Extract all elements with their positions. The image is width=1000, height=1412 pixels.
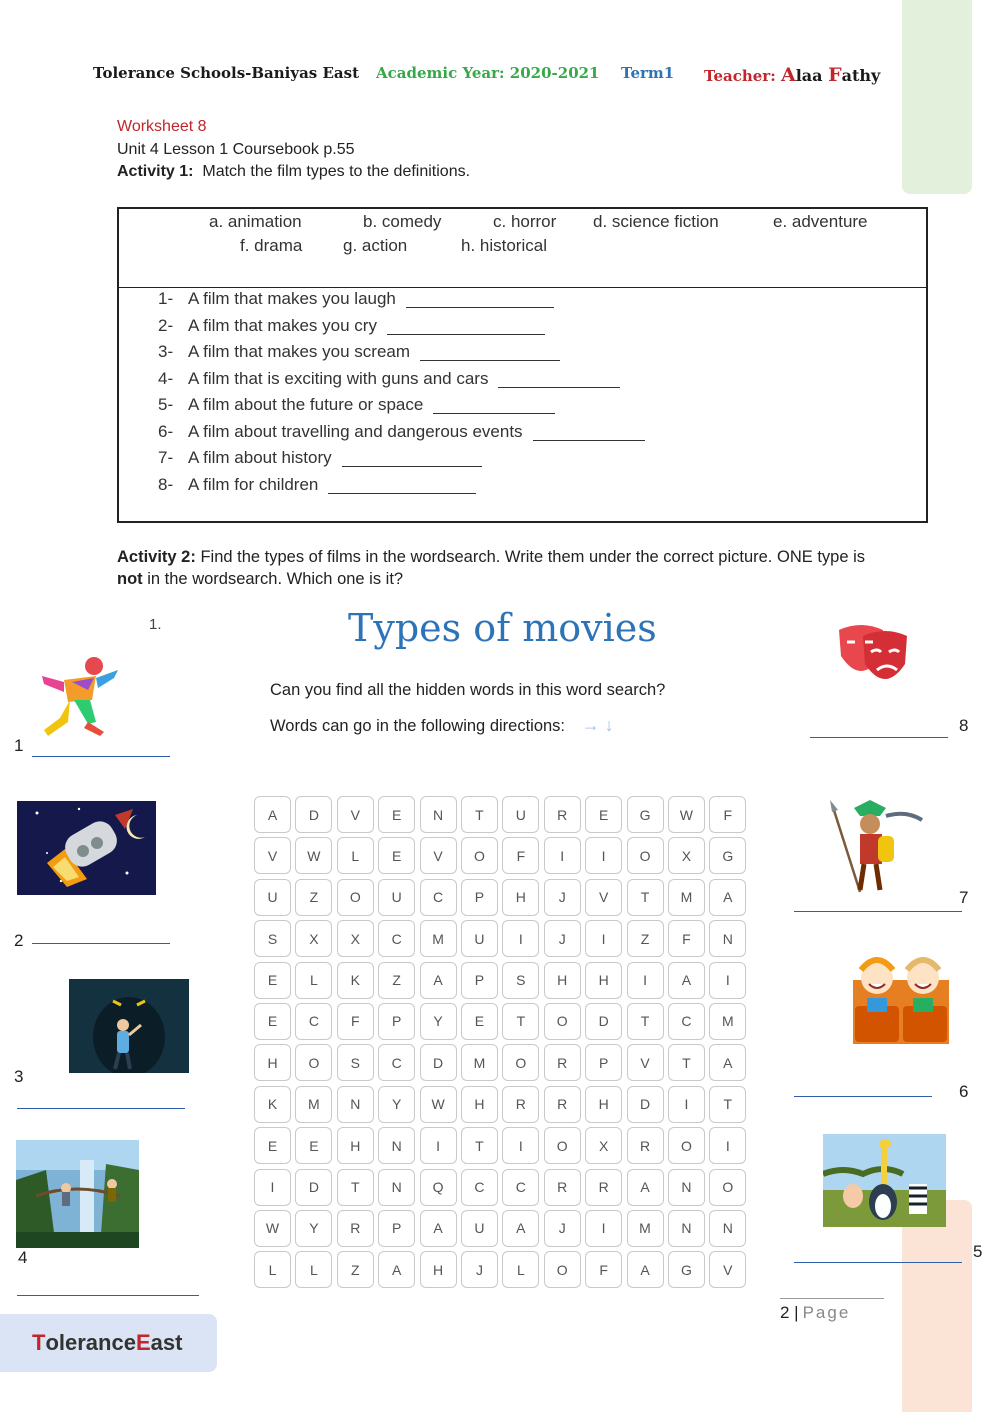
definition-item: 8- A film for children	[158, 475, 476, 495]
wordsearch-cell[interactable]: I	[709, 1127, 746, 1164]
answer-blank[interactable]	[533, 440, 645, 441]
adventure-picture	[16, 1140, 139, 1248]
wordsearch-cell[interactable]: A	[709, 1044, 746, 1081]
wordsearch-cell[interactable]: I	[254, 1169, 291, 1206]
wordsearch-cell[interactable]: L	[295, 962, 332, 999]
wordsearch-cell[interactable]: D	[420, 1044, 457, 1081]
wordsearch-cell[interactable]: V	[254, 837, 291, 874]
warrior-picture	[824, 800, 928, 896]
wordsearch-cell[interactable]: T	[627, 879, 664, 916]
wordsearch-cell[interactable]: Z	[337, 1251, 374, 1288]
direction-arrows-icon: → ↓	[581, 715, 614, 735]
answer-line-2[interactable]	[32, 943, 170, 944]
answer-blank[interactable]	[433, 413, 555, 414]
wordsearch-cell[interactable]: F	[668, 920, 705, 957]
wordsearch-cell[interactable]: R	[337, 1210, 374, 1247]
answer-blank[interactable]	[342, 466, 482, 467]
wordsearch-cell[interactable]: A	[420, 1210, 457, 1247]
wordsearch-cell[interactable]: E	[378, 796, 415, 833]
wordsearch-question: Can you find all the hidden words in this word search?	[270, 681, 666, 699]
animation-animals-picture	[823, 1134, 946, 1227]
wordsearch-cell[interactable]: R	[544, 1169, 581, 1206]
picture-number-5: 5	[973, 1242, 983, 1261]
wordsearch-cell[interactable]: X	[337, 920, 374, 957]
wordsearch-cell[interactable]: G	[709, 837, 746, 874]
wordsearch-cell[interactable]: D	[585, 1003, 622, 1040]
wordsearch-cell[interactable]: U	[461, 920, 498, 957]
option-d: d. science fiction	[593, 212, 719, 231]
wordsearch-cell[interactable]: E	[461, 1003, 498, 1040]
wordsearch-cell[interactable]: E	[254, 1003, 291, 1040]
wordsearch-cell[interactable]: S	[254, 920, 291, 957]
wordsearch-cell[interactable]: T	[709, 1086, 746, 1123]
wordsearch-cell[interactable]: V	[585, 879, 622, 916]
option-h: h. historical	[461, 236, 547, 255]
wordsearch-cell[interactable]: I	[709, 962, 746, 999]
wordsearch-cell[interactable]: P	[378, 1003, 415, 1040]
wordsearch-cell[interactable]: C	[378, 1044, 415, 1081]
definition-item: 1- A film that makes you laugh	[158, 289, 554, 309]
wordsearch-cell[interactable]: R	[544, 796, 581, 833]
wordsearch-cell[interactable]: A	[378, 1251, 415, 1288]
wordsearch-cell[interactable]: O	[544, 1003, 581, 1040]
option-g: g. action	[343, 236, 408, 255]
wordsearch-cell[interactable]: N	[337, 1086, 374, 1123]
wordsearch-cell[interactable]: E	[254, 1127, 291, 1164]
wordsearch-cell[interactable]: F	[585, 1251, 622, 1288]
definition-item: 7- A film about history	[158, 448, 482, 468]
wordsearch-number: 1.	[149, 616, 162, 633]
wordsearch-cell[interactable]: O	[627, 837, 664, 874]
answer-blank[interactable]	[406, 307, 554, 308]
answer-blank[interactable]	[328, 493, 476, 494]
wordsearch-cell[interactable]: V	[709, 1251, 746, 1288]
wordsearch-cell[interactable]: I	[627, 962, 664, 999]
worksheet-title: Worksheet 8	[117, 118, 207, 135]
option-a: a. animation	[209, 212, 302, 231]
term: Term1	[621, 64, 675, 82]
decorative-green-band	[902, 0, 972, 194]
answer-blank[interactable]	[498, 387, 620, 388]
wordsearch-cell[interactable]: Y	[295, 1210, 332, 1247]
option-c: c. horror	[493, 212, 557, 231]
wordsearch-cell[interactable]: L	[337, 837, 374, 874]
wordsearch-cell[interactable]: O	[295, 1044, 332, 1081]
answer-line-8[interactable]	[810, 737, 948, 738]
answer-blank[interactable]	[387, 334, 545, 335]
wordsearch-cell[interactable]: D	[295, 1169, 332, 1206]
wordsearch-cell[interactable]: I	[420, 1127, 457, 1164]
wordsearch-cell[interactable]: H	[502, 879, 539, 916]
wordsearch-cell[interactable]: C	[420, 879, 457, 916]
wordsearch-cell[interactable]: A	[627, 1251, 664, 1288]
wordsearch-cell[interactable]: L	[295, 1251, 332, 1288]
wordsearch-cell[interactable]: L	[502, 1251, 539, 1288]
picture-number-8: 8	[959, 716, 969, 735]
wordsearch-cell[interactable]: R	[585, 1169, 622, 1206]
wordsearch-cell[interactable]: O	[461, 837, 498, 874]
wordsearch-cell[interactable]: R	[502, 1086, 539, 1123]
definition-item: 5- A film about the future or space	[158, 395, 555, 415]
wordsearch-cell[interactable]: P	[461, 962, 498, 999]
wordsearch-cell[interactable]: H	[420, 1251, 457, 1288]
wordsearch-cell[interactable]: X	[668, 837, 705, 874]
definition-item: 2- A film that makes you cry	[158, 316, 545, 336]
wordsearch-cell[interactable]: A	[668, 962, 705, 999]
wordsearch-cell[interactable]: E	[254, 962, 291, 999]
wordsearch-cell[interactable]: N	[378, 1127, 415, 1164]
wordsearch-cell[interactable]: K	[254, 1086, 291, 1123]
activity-1-heading: Activity 1: Match the film types to the definitions.	[117, 163, 471, 180]
wordsearch-cell[interactable]: H	[461, 1086, 498, 1123]
wordsearch-cell[interactable]: T	[461, 1127, 498, 1164]
wordsearch-cell[interactable]: O	[337, 879, 374, 916]
wordsearch-cell[interactable]: W	[295, 837, 332, 874]
wordsearch-cell[interactable]: I	[544, 837, 581, 874]
definition-item: 3- A film that makes you scream	[158, 342, 560, 362]
wordsearch-cell[interactable]: U	[502, 796, 539, 833]
wordsearch-cell[interactable]: T	[461, 796, 498, 833]
wordsearch-cell[interactable]: D	[295, 796, 332, 833]
wordsearch-cell[interactable]: N	[420, 796, 457, 833]
wordsearch-cell[interactable]: A	[420, 962, 457, 999]
answer-blank[interactable]	[420, 360, 560, 361]
wordsearch-cell[interactable]: I	[585, 920, 622, 957]
teacher: Teacher: Alaa Fathy	[704, 64, 881, 86]
wordsearch-title: Types of movies	[348, 606, 657, 650]
wordsearch-cell[interactable]: V	[627, 1044, 664, 1081]
wordsearch-cell[interactable]: O	[502, 1044, 539, 1081]
wordsearch-cell[interactable]: M	[420, 920, 457, 957]
wordsearch-cell[interactable]: C	[378, 920, 415, 957]
wordsearch-cell[interactable]: V	[337, 796, 374, 833]
wordsearch-grid	[254, 796, 746, 1288]
drama-masks-picture	[835, 620, 911, 686]
wordsearch-cell[interactable]: N	[709, 1210, 746, 1247]
picture-number-3: 3	[14, 1067, 24, 1086]
wordsearch-cell[interactable]: P	[585, 1044, 622, 1081]
brand-label: T olerance E ast	[0, 1314, 217, 1372]
wordsearch-cell[interactable]: J	[544, 1210, 581, 1247]
wordsearch-cell[interactable]: J	[461, 1251, 498, 1288]
wordsearch-cell[interactable]: Z	[295, 879, 332, 916]
wordsearch-cell[interactable]: O	[544, 1251, 581, 1288]
school-name: Tolerance Schools-Baniyas East	[93, 64, 359, 82]
activity-2-instructions: Activity 2: Find the types of films in the wordsearch. Write them under the correct picture. ONE type is not in the wordsearch. Which one is it?	[117, 548, 866, 588]
wordsearch-cell[interactable]: G	[627, 796, 664, 833]
wordsearch-cell[interactable]: I	[585, 1210, 622, 1247]
option-f: f. drama	[240, 236, 303, 255]
answer-line-7[interactable]	[794, 911, 962, 912]
wordsearch-cell[interactable]: Y	[420, 1003, 457, 1040]
option-e: e. adventure	[773, 212, 868, 231]
decorative-peach-band	[902, 1200, 972, 1412]
wordsearch-cell[interactable]: S	[337, 1044, 374, 1081]
wordsearch-cell[interactable]: H	[254, 1044, 291, 1081]
wordsearch-cell[interactable]: P	[461, 879, 498, 916]
wordsearch-cell[interactable]: M	[668, 879, 705, 916]
matching-box	[117, 207, 928, 523]
comedy-kids-picture	[853, 950, 949, 1044]
wordsearch-cell[interactable]: M	[709, 1003, 746, 1040]
wordsearch-cell[interactable]: P	[378, 1210, 415, 1247]
wordsearch-cell[interactable]: N	[668, 1169, 705, 1206]
wordsearch-cell[interactable]: H	[337, 1127, 374, 1164]
wordsearch-cell[interactable]: T	[668, 1044, 705, 1081]
wordsearch-cell[interactable]: X	[295, 920, 332, 957]
wordsearch-cell[interactable]: M	[627, 1210, 664, 1247]
wordsearch-cell[interactable]: F	[337, 1003, 374, 1040]
wordsearch-cell[interactable]: G	[668, 1251, 705, 1288]
wordsearch-cell[interactable]: U	[378, 879, 415, 916]
wordsearch-cell[interactable]: F	[709, 796, 746, 833]
wordsearch-cell[interactable]: E	[378, 837, 415, 874]
wordsearch-cell[interactable]: E	[585, 796, 622, 833]
wordsearch-cell[interactable]: A	[502, 1210, 539, 1247]
wordsearch-cell[interactable]: A	[709, 879, 746, 916]
wordsearch-cell[interactable]: R	[544, 1044, 581, 1081]
wordsearch-directions: Words can go in the following directions: → ↓	[270, 715, 614, 735]
wordsearch-cell[interactable]: K	[337, 962, 374, 999]
wordsearch-cell[interactable]: Y	[378, 1086, 415, 1123]
wordsearch-cell[interactable]: J	[544, 920, 581, 957]
wordsearch-cell[interactable]: H	[585, 962, 622, 999]
wordsearch-cell[interactable]: C	[668, 1003, 705, 1040]
rocket-picture	[17, 801, 156, 895]
unit-line: Unit 4 Lesson 1 Coursebook p.55	[117, 141, 355, 158]
wordsearch-cell[interactable]: N	[709, 920, 746, 957]
wordsearch-cell[interactable]: X	[585, 1127, 622, 1164]
wordsearch-cell[interactable]: A	[627, 1169, 664, 1206]
wordsearch-cell[interactable]: O	[544, 1127, 581, 1164]
answer-line-1[interactable]	[32, 756, 170, 757]
wordsearch-cell[interactable]: W	[668, 796, 705, 833]
wordsearch-cell[interactable]: O	[709, 1169, 746, 1206]
picture-number-7: 7	[959, 888, 969, 907]
wordsearch-cell[interactable]: O	[668, 1127, 705, 1164]
wordsearch-cell[interactable]: I	[668, 1086, 705, 1123]
wordsearch-cell[interactable]: A	[254, 796, 291, 833]
wordsearch-cell[interactable]: N	[378, 1169, 415, 1206]
wordsearch-cell[interactable]: Z	[627, 920, 664, 957]
runner-picture	[34, 652, 122, 738]
wordsearch-cell[interactable]: I	[502, 920, 539, 957]
wordsearch-cell[interactable]: W	[254, 1210, 291, 1247]
teacher-label: Teacher:	[704, 67, 776, 85]
option-b: b. comedy	[363, 212, 442, 231]
horror-picture	[69, 979, 189, 1073]
answer-line-4[interactable]	[17, 1295, 199, 1296]
answer-line-3[interactable]	[17, 1108, 185, 1109]
wordsearch-cell[interactable]: W	[420, 1086, 457, 1123]
definition-item: 4- A film that is exciting with guns and cars	[158, 369, 620, 389]
picture-number-1: 1	[14, 736, 24, 755]
picture-number-4: 4	[18, 1248, 28, 1267]
wordsearch-cell[interactable]: M	[461, 1044, 498, 1081]
box-divider	[119, 287, 926, 288]
wordsearch-cell[interactable]: Q	[420, 1169, 457, 1206]
wordsearch-cell[interactable]: C	[295, 1003, 332, 1040]
wordsearch-cell[interactable]: Z	[378, 962, 415, 999]
picture-number-6: 6	[959, 1082, 969, 1101]
wordsearch-cell[interactable]: S	[502, 962, 539, 999]
answer-line-6[interactable]	[794, 1096, 932, 1097]
wordsearch-cell[interactable]: C	[502, 1169, 539, 1206]
wordsearch-cell[interactable]: U	[254, 879, 291, 916]
wordsearch-cell[interactable]: J	[544, 879, 581, 916]
wordsearch-cell[interactable]: L	[254, 1251, 291, 1288]
wordsearch-cell[interactable]: E	[295, 1127, 332, 1164]
wordsearch-cell[interactable]: U	[461, 1210, 498, 1247]
wordsearch-cell[interactable]: I	[502, 1127, 539, 1164]
wordsearch-cell[interactable]: N	[668, 1210, 705, 1247]
answer-line-5[interactable]	[794, 1262, 962, 1263]
wordsearch-cell[interactable]: R	[627, 1127, 664, 1164]
wordsearch-cell[interactable]: V	[420, 837, 457, 874]
wordsearch-cell[interactable]: T	[502, 1003, 539, 1040]
wordsearch-cell[interactable]: H	[544, 962, 581, 999]
wordsearch-cell[interactable]: C	[461, 1169, 498, 1206]
wordsearch-cell[interactable]: I	[585, 837, 622, 874]
wordsearch-cell[interactable]: H	[585, 1086, 622, 1123]
wordsearch-cell[interactable]: T	[337, 1169, 374, 1206]
wordsearch-cell[interactable]: R	[544, 1086, 581, 1123]
academic-year: Academic Year: 2020-2021	[376, 64, 600, 82]
page-number: 2 | Page	[780, 1298, 884, 1323]
wordsearch-cell[interactable]: T	[627, 1003, 664, 1040]
definition-item: 6- A film about travelling and dangerous events	[158, 422, 645, 442]
wordsearch-cell[interactable]: F	[502, 837, 539, 874]
picture-number-2: 2	[14, 931, 24, 950]
wordsearch-cell[interactable]: M	[295, 1086, 332, 1123]
wordsearch-cell[interactable]: D	[627, 1086, 664, 1123]
